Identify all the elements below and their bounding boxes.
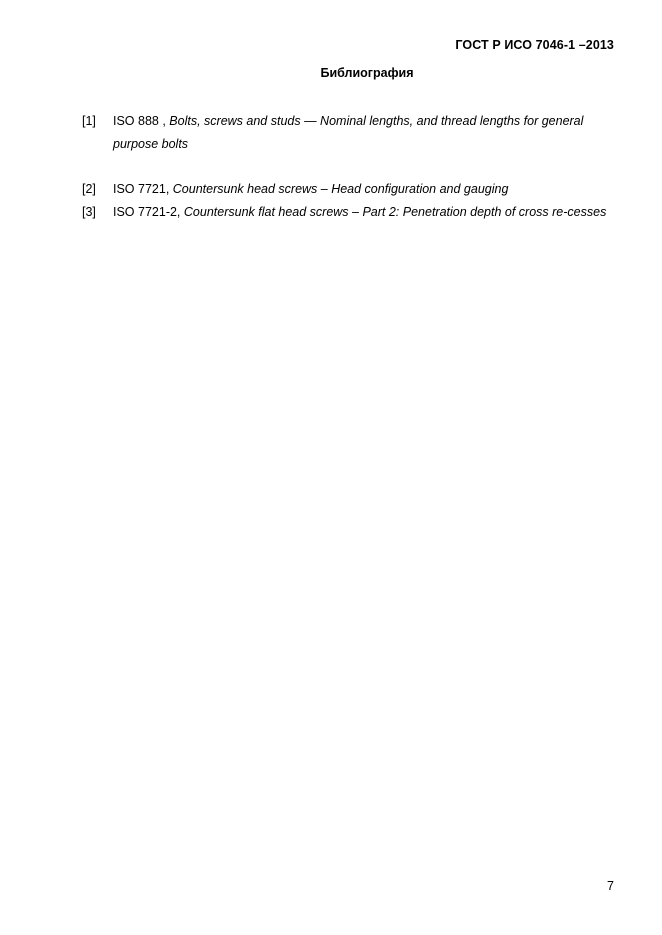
entry-number: [3] xyxy=(82,205,96,219)
bibliography-entry xyxy=(82,178,622,201)
entry-title: Countersunk flat head screws – Part 2: Penetration depth of cross re-cesses xyxy=(183,205,607,219)
entry-reference: ISO 888 , xyxy=(113,114,166,128)
page-number: 7 xyxy=(607,879,614,893)
entry-number: [1] xyxy=(82,114,96,128)
entry-text xyxy=(113,178,622,201)
entry-text xyxy=(113,201,622,224)
bibliography-entry xyxy=(82,201,622,224)
bibliography-title: Библиография xyxy=(320,66,414,80)
bibliography-list xyxy=(82,110,622,224)
entry-title: Countersunk head screws – Head configuration and gauging xyxy=(172,182,509,196)
entry-reference: ISO 7721-2, xyxy=(113,205,181,219)
document-code-header: ГОСТ Р ИСО 7046-1 –2013 xyxy=(455,38,614,52)
entry-text xyxy=(113,110,622,156)
entry-title: Bolts, screws and studs — Nominal lengths, and thread lengths for general purpose bolts xyxy=(113,114,584,151)
bibliography-entry xyxy=(82,110,622,156)
entry-reference: ISO 7721, xyxy=(113,182,170,196)
entry-number: [2] xyxy=(82,182,96,196)
